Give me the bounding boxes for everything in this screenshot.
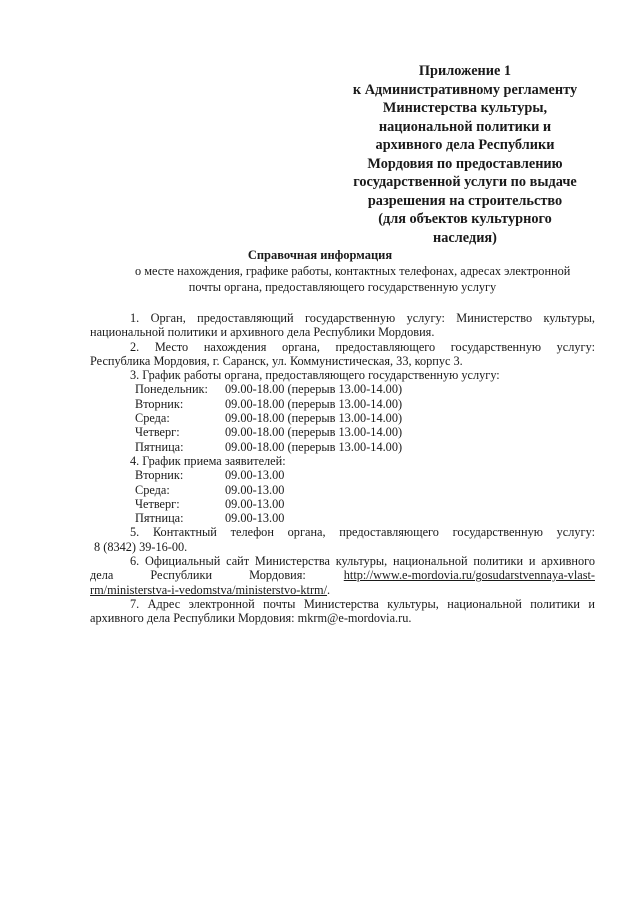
appendix-line: Приложение 1 xyxy=(418,63,512,79)
appendix-line: (для объектов культурного xyxy=(378,211,552,227)
schedule-day: Пятница: xyxy=(135,439,184,454)
reception-time: 09.00-13.00 xyxy=(225,468,285,483)
item-6-line xyxy=(90,568,595,582)
schedule-time: 09.00-18.00 (перерыв 13.00-14.00) xyxy=(225,396,403,411)
appendix-header xyxy=(340,62,590,247)
reception-day: Среда: xyxy=(135,482,170,497)
schedule-day: Среда: xyxy=(135,411,170,426)
reception-time: 09.00-13.00 xyxy=(225,511,285,526)
schedule-row xyxy=(135,382,595,396)
appendix-line: государственной услуги по выдаче xyxy=(353,174,577,190)
item-1 xyxy=(90,311,595,340)
item-1-line: национальной политики и архивного дела Республики Мордовия. xyxy=(90,325,435,340)
ministry-website-link-continued[interactable]: rm/ministerstva-i-vedomstva/ministerstvo-ktrm/ xyxy=(90,582,328,597)
appendix-line: разрешения на строительство xyxy=(367,192,563,209)
schedule-row xyxy=(135,425,595,439)
item-6-line: 6. Официальный сайт Министерства культуры, национальной политики и архивного xyxy=(130,554,595,569)
reception-day: Пятница: xyxy=(135,511,184,526)
item-6 xyxy=(90,554,595,597)
reception-schedule-table xyxy=(135,468,595,525)
schedule-row xyxy=(135,440,595,454)
reception-row xyxy=(135,511,595,525)
item-6-line xyxy=(90,583,595,597)
item-5-phone: 8 (8342) 39-16-00. xyxy=(94,539,188,554)
appendix-line: Министерства культуры, xyxy=(382,100,548,116)
item-6-end: . xyxy=(327,582,331,597)
schedule-row xyxy=(135,411,595,425)
subtitle-line: почты органа, предоставляющего государственную услугу xyxy=(188,280,497,294)
schedule-time: 09.00-18.00 (перерыв 13.00-14.00) xyxy=(225,439,403,454)
appendix-line: архивного дела Республики xyxy=(375,137,555,153)
item-6-prefix: дела Республики Мордовия: xyxy=(90,568,306,583)
reception-row xyxy=(135,468,595,482)
reception-day: Вторник: xyxy=(135,468,184,483)
item-4-heading: 4. График приема заявителей: xyxy=(130,453,286,468)
item-7 xyxy=(90,597,595,626)
reception-time: 09.00-13.00 xyxy=(225,496,285,511)
work-schedule-table xyxy=(135,382,595,453)
reception-row xyxy=(135,497,595,511)
item-2 xyxy=(90,340,595,369)
ministry-website-link[interactable]: http://www.e-mordovia.ru/gosudarstvennaya-vlast- xyxy=(343,568,595,583)
schedule-day: Вторник: xyxy=(135,396,184,411)
schedule-day: Понедельник: xyxy=(135,382,208,397)
item-2-line: Республика Мордовия, г. Саранск, ул. Коммунистическая, 33, корпус 3. xyxy=(90,353,463,368)
item-5-line: 5. Контактный телефон органа, предоставляющего государственную услугу: xyxy=(130,525,595,540)
schedule-day: Четверг: xyxy=(135,425,180,440)
item-5 xyxy=(90,525,595,554)
reference-title: Справочная информация xyxy=(247,248,393,262)
appendix-line: наследия) xyxy=(433,229,497,246)
reference-subtitle xyxy=(90,263,595,295)
schedule-row xyxy=(135,397,595,411)
reception-time: 09.00-13.00 xyxy=(225,482,285,497)
item-7-line: архивного дела Республики Мордовия: mkrm@e-mordovia.ru. xyxy=(90,611,412,626)
schedule-time: 09.00-18.00 (перерыв 13.00-14.00) xyxy=(225,382,403,397)
reception-row xyxy=(135,483,595,497)
schedule-time: 09.00-18.00 (перерыв 13.00-14.00) xyxy=(225,425,403,440)
schedule-time: 09.00-18.00 (перерыв 13.00-14.00) xyxy=(225,411,403,426)
appendix-line: к Административному регламенту xyxy=(352,81,578,98)
item-2-line: 2. Место нахождения органа, предоставляющего государственную услугу: xyxy=(130,339,595,354)
item-7-line: 7. Адрес электронной почты Министерства культуры, национальной политики и xyxy=(130,596,595,611)
appendix-line: Мордовия по предоставлению xyxy=(367,155,563,172)
item-3-heading: 3. График работы органа, предоставляющего государственную услугу: xyxy=(130,368,500,383)
subtitle-line: о месте нахождения, графике работы, контактных телефонах, адресах электронной xyxy=(135,264,571,278)
item-1-line: 1. Орган, предоставляющий государственную услугу: Министерство культуры, xyxy=(130,311,595,325)
reference-body xyxy=(90,311,595,626)
reception-day: Четверг: xyxy=(135,496,180,511)
appendix-line: национальной политики и xyxy=(378,118,552,135)
